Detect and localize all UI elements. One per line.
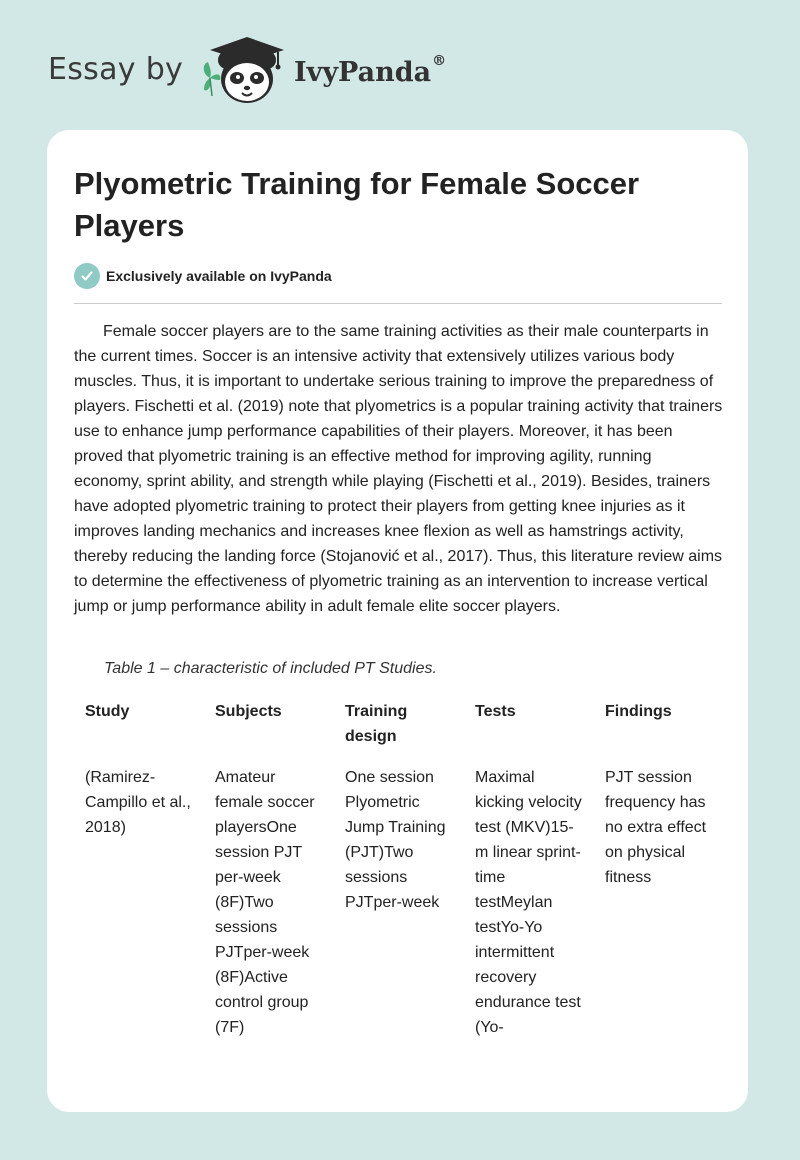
cell-study: (Ramirez-Campillo et al., 2018) (85, 769, 191, 836)
table-row (74, 765, 724, 1040)
exclusive-badge (74, 263, 332, 289)
table-caption: Table 1 – characteristic of included PT Studies. (104, 660, 437, 677)
column-header-findings: Findings (605, 703, 672, 720)
studies-table (74, 699, 724, 1040)
column-header-tests: Tests (475, 703, 516, 720)
badge-text: Exclusively available on IvyPanda (106, 268, 332, 284)
cell-subjects: Amateur female soccer playersOne session PJT per-week (8F)Two sessions PJTper-week (8F)Active control group (7F) (215, 769, 315, 1036)
check-icon (74, 263, 100, 289)
essay-by-label: Essay by (48, 52, 184, 87)
divider (74, 303, 722, 304)
column-header-training-design: Training design (345, 703, 408, 745)
article-card (47, 130, 748, 1112)
table-header-row (74, 699, 724, 765)
cell-tests: Maximal kicking velocity test (MKV)15-m linear sprint-time testMeylan testYo-Yo intermittent recovery endurance test (Yo- (475, 769, 582, 1036)
brand-name[interactable]: IvyPanda® (294, 53, 447, 88)
column-header-study: Study (85, 703, 130, 720)
column-header-subjects: Subjects (215, 703, 282, 720)
registered-mark: ® (432, 53, 447, 69)
article-title: Plyometric Training for Female Soccer Players (74, 166, 640, 243)
cell-training-design: One session Plyometric Jump Training (PJT)Two sessions PJTper-week (345, 769, 446, 911)
panda-graduate-logo[interactable] (200, 34, 292, 108)
cell-findings: PJT session frequency has no extra effect on physical fitness (605, 769, 707, 886)
site-header (0, 0, 800, 120)
body-paragraph: Female soccer players are to the same training activities as their male counterparts in the current times. Soccer is an intensive activity that extensively utilizes various body muscles. Thus, it is important to undertake serious training to improve the preparedness of players. Fischetti et al. (2019) note that plyometrics is a popular training activity that trainers use to enhance jump performance capabilities of their players. Moreover, it has been proved that plyometric training is an effective method for improving agility, running economy, sprint ability, and strength while playing (Fischetti et al., 2019). Besides, trainers have adopted plyometric training to protect their players from getting knee injuries as it improves landing mechanics and increases knee flexion as well as hamstrings activity, thereby reducing the landing force (Stojanović et al., 2017). Thus, this literature review aims to determine the effectiveness of plyometric training as an intervention to increase vertical jump or jump performance ability in adult female elite soccer players. (74, 323, 723, 615)
